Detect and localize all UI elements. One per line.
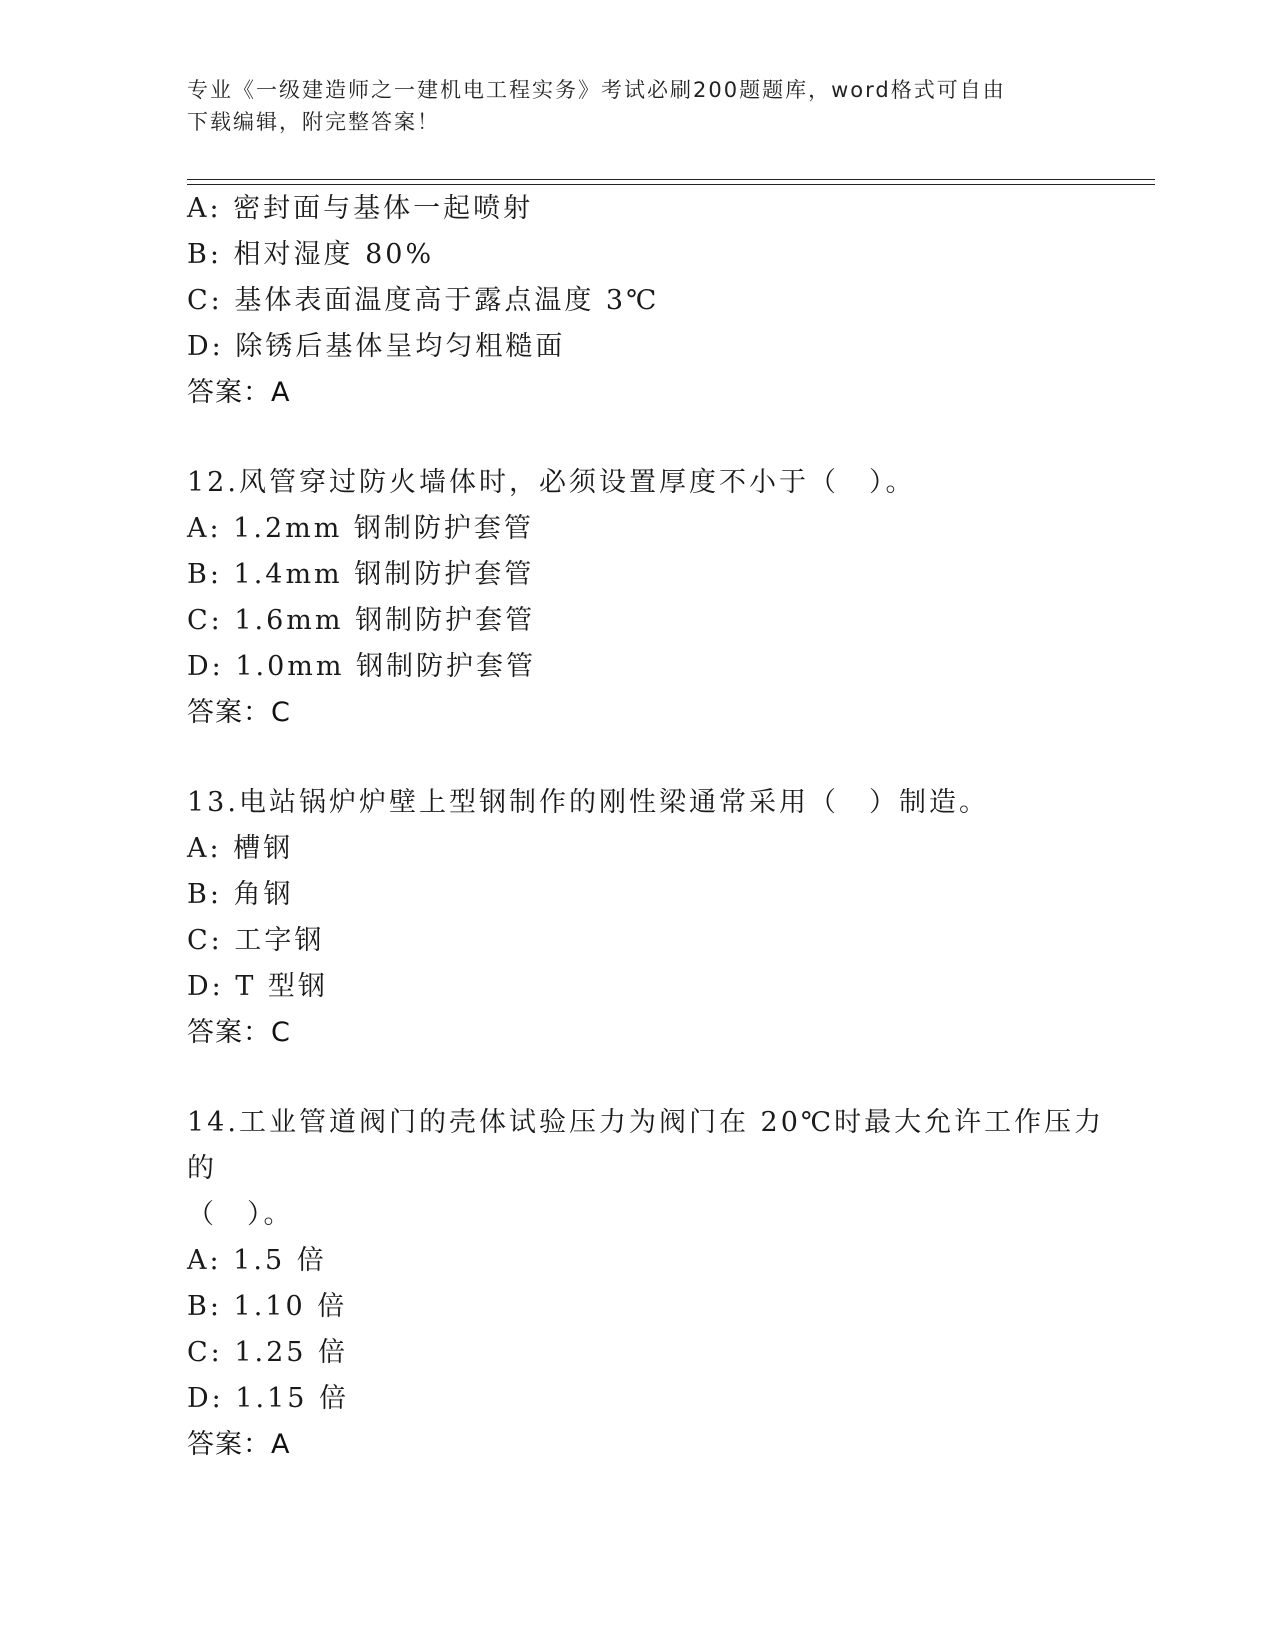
question-14 bbox=[187, 1100, 1107, 1468]
option-b: B: 1.10 倍 bbox=[187, 1291, 348, 1322]
option-a: A: 槽钢 bbox=[187, 833, 294, 864]
option-c: C: 1.25 倍 bbox=[187, 1337, 349, 1368]
answer: 答案：A bbox=[187, 1429, 291, 1460]
option-d: D: 除锈后基体呈均匀粗糙面 bbox=[187, 331, 566, 362]
option-a: A: 1.5 倍 bbox=[187, 1245, 327, 1276]
answer: 答案：A bbox=[187, 377, 291, 408]
question-12 bbox=[187, 460, 1107, 736]
question-stem: 13.电站锅炉炉壁上型钢制作的刚性梁通常采用（ ）制造。 bbox=[187, 787, 989, 818]
header-line-1: 专业《一级建造师之一建机电工程实务》考试必刷200题题库，word格式可自由 bbox=[187, 78, 1006, 102]
question-13 bbox=[187, 780, 1107, 1056]
option-d: D: 1.0mm 钢制防护套管 bbox=[187, 651, 537, 682]
option-c: C: 基体表面温度高于露点温度 3℃ bbox=[187, 285, 660, 316]
option-d: D: 1.15 倍 bbox=[187, 1383, 350, 1414]
spacer bbox=[187, 416, 1107, 460]
option-a: A: 1.2mm 钢制防护套管 bbox=[187, 513, 534, 544]
question-stem-line-2: （ ）。 bbox=[187, 1199, 294, 1230]
document-header bbox=[187, 74, 1087, 138]
option-d: D: T 型钢 bbox=[187, 971, 328, 1002]
option-c: C: 1.6mm 钢制防护套管 bbox=[187, 605, 536, 636]
option-b: B: 1.4mm 钢制防护套管 bbox=[187, 559, 535, 590]
question-list bbox=[187, 186, 1107, 1468]
header-divider-top bbox=[187, 179, 1155, 180]
question-stem-line-1: 14.工业管道阀门的壳体试验压力为阀门在 20℃时最大允许工作压力的 bbox=[187, 1107, 1105, 1184]
question-11 bbox=[187, 186, 1107, 416]
option-b: B: 相对湿度 80% bbox=[187, 239, 435, 270]
option-c: C: 工字钢 bbox=[187, 925, 325, 956]
option-a: A: 密封面与基体一起喷射 bbox=[187, 193, 534, 224]
answer: 答案：C bbox=[187, 697, 291, 728]
header-line-2: 下载编辑，附完整答案！ bbox=[187, 110, 440, 134]
question-stem: 12.风管穿过防火墙体时，必须设置厚度不小于（ ）。 bbox=[187, 467, 916, 498]
header-divider-bottom bbox=[187, 184, 1155, 185]
answer: 答案：C bbox=[187, 1017, 291, 1048]
option-b: B: 角钢 bbox=[187, 879, 294, 910]
spacer bbox=[187, 1056, 1107, 1100]
spacer bbox=[187, 736, 1107, 780]
